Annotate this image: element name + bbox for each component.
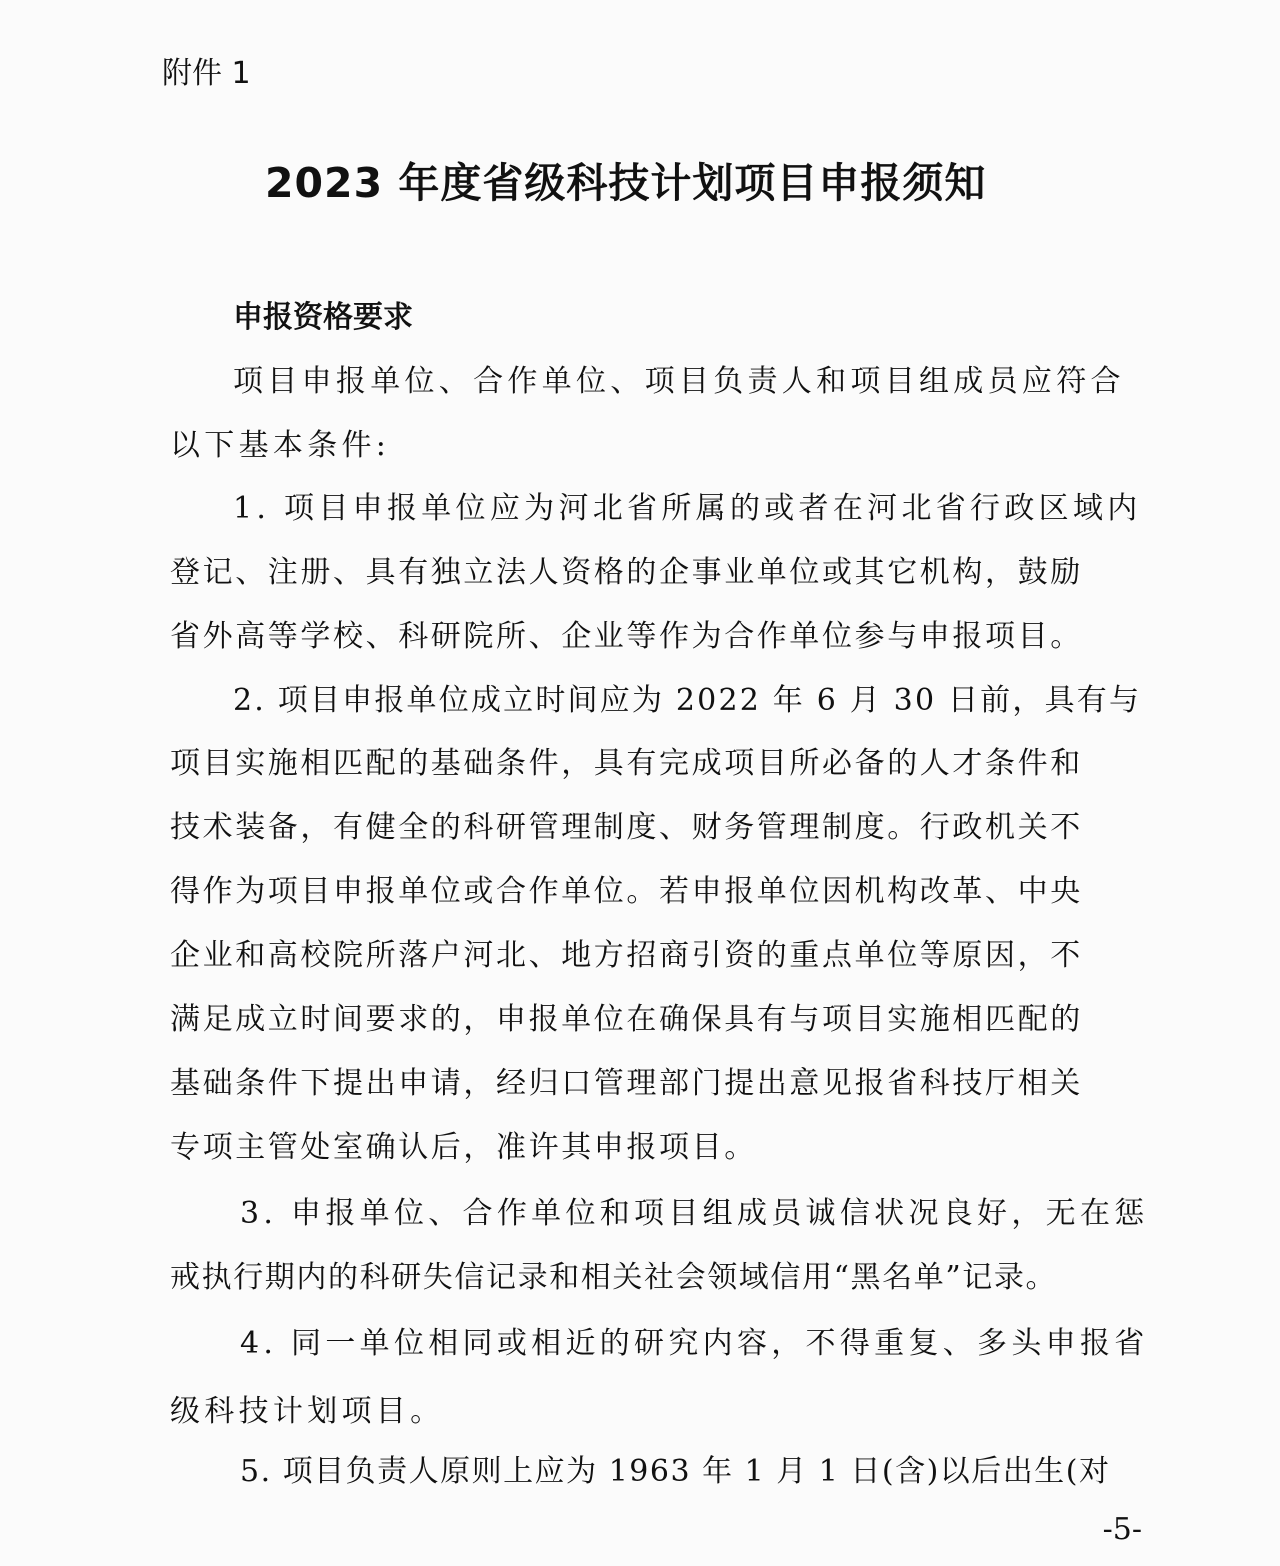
paragraph-line: 级科技计划项目。 [170,1394,445,1429]
paragraph-line: 2. 项目申报单位成立时间应为 2022 年 6 月 30 日前，具有与 [233,683,1142,718]
document-title: 2023 年度省级科技计划项目申报须知 [265,159,987,207]
paragraph-line: 项目实施相匹配的基础条件，具有完成项目所必备的人才条件和 [170,746,1083,781]
paragraph-line: 4. 同一单位相同或相近的研究内容，不得重复、多头申报省 [240,1326,1149,1361]
paragraph-line: 企业和高校院所落户河北、地方招商引资的重点单位等原因，不 [170,938,1083,973]
attachment-label: 附件 1 [162,56,251,91]
paragraph-line: 5. 项目负责人原则上应为 1963 年 1 月 1 日(含)以后出生(对 [240,1454,1111,1489]
paragraph-line: 基础条件下提出申请，经归口管理部门提出意见报省科技厅相关 [170,1066,1083,1101]
paragraph-line: 技术装备，有健全的科研管理制度、财务管理制度。行政机关不 [170,810,1083,845]
paragraph-line: 登记、注册、具有独立法人资格的企事业单位或其它机构，鼓励 [170,555,1083,590]
paragraph-line: 以下基本条件: [170,428,391,463]
paragraph-line: 得作为项目申报单位或合作单位。若申报单位因机构改革、中央 [170,874,1083,909]
paragraph-line: 3. 申报单位、合作单位和项目组成员诚信状况良好，无在惩 [240,1196,1149,1231]
paragraph-line: 项目申报单位、合作单位、项目负责人和项目组成员应符合 [233,364,1125,399]
page-number: -5- [1102,1512,1142,1547]
paragraph-line: 1. 项目申报单位应为河北省所属的或者在河北省行政区域内 [233,491,1142,526]
section-heading: 申报资格要求 [233,300,413,335]
paragraph-line: 戒执行期内的科研失信记录和相关社会领域信用“黑名单”记录。 [170,1260,1058,1295]
paragraph-line: 专项主管处室确认后，准许其申报项目。 [170,1130,757,1165]
paragraph-line: 省外高等学校、科研院所、企业等作为合作单位参与申报项目。 [170,619,1083,654]
paragraph-line: 满足成立时间要求的，申报单位在确保具有与项目实施相匹配的 [170,1002,1083,1037]
